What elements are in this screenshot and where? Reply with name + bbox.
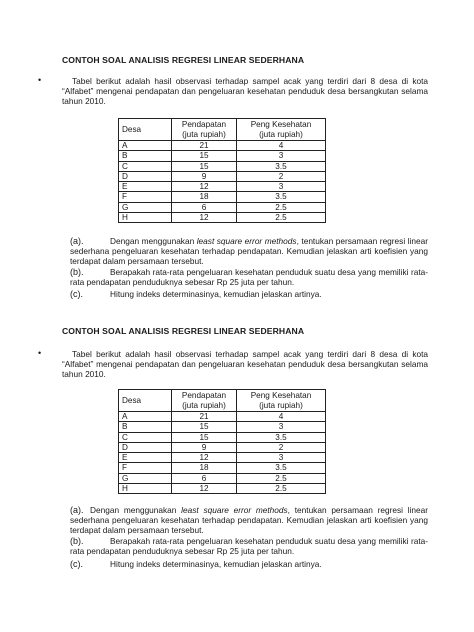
cell-kesehatan: 2.5 (237, 213, 326, 223)
cell-pendapatan: 6 (172, 202, 237, 212)
cell-desa: D (119, 171, 172, 181)
cell-pendapatan: 12 (172, 484, 237, 494)
header-peng-line1: Peng Kesehatan (250, 120, 312, 129)
header-desa: Desa (119, 390, 172, 412)
section-title: CONTOH SOAL ANALISIS REGRESI LINEAR SEDERHANA (62, 55, 305, 65)
cell-pendapatan: 21 (172, 141, 237, 151)
header-desa: Desa (119, 119, 172, 141)
cell-kesehatan: 2.5 (237, 202, 326, 212)
cell-desa: C (119, 161, 172, 171)
header-pendapatan-line1: Pendapatan (181, 120, 227, 129)
cell-desa: A (119, 141, 172, 151)
cell-kesehatan: 4 (237, 141, 326, 151)
table-row (119, 422, 326, 432)
header-peng-line2: (juta rupiah) (259, 129, 303, 139)
header-pendapatan (172, 390, 237, 412)
table-row (119, 473, 326, 483)
cell-pendapatan: 9 (172, 442, 237, 452)
table-row (119, 192, 326, 202)
section-title: CONTOH SOAL ANALISIS REGRESI LINEAR SEDERHANA (62, 326, 305, 336)
intro-text: Tabel berikut adalah hasil observasi terhadap sampel acak yang terdiri dari 8 desa di kota “Alfabet” mengenai pendapatan dan pengeluaran kesehatan penduduk desa bersangkutan selama tahun 2010. (62, 76, 428, 106)
cell-pendapatan: 12 (172, 453, 237, 463)
cell-desa: D (119, 442, 172, 452)
header-peng-kesehatan (237, 390, 326, 412)
bullet-icon: • (38, 75, 42, 85)
cell-desa: H (119, 213, 172, 223)
intro-text: Tabel berikut adalah hasil observasi terhadap sampel acak yang terdiri dari 8 desa di kota “Alfabet” mengenai pendapatan dan pengeluaran kesehatan penduduk desa bersangkutan selama tahun 2010. (62, 349, 428, 379)
cell-pendapatan: 12 (172, 213, 237, 223)
table-row (119, 171, 326, 181)
table-row (119, 432, 326, 442)
question-text (70, 505, 428, 535)
table-row (119, 161, 326, 171)
question-b (70, 536, 428, 556)
table-row (119, 141, 326, 151)
cell-kesehatan: 2 (237, 171, 326, 181)
cell-desa: B (119, 151, 172, 161)
bullet-icon: • (38, 348, 42, 358)
cell-pendapatan: 6 (172, 473, 237, 483)
question-text: Berapakah rata-rata pengeluaran kesehatan penduduk suatu desa yang memiliki rata-rata pendapatan penduduknya sebesar Rp 25 juta per tahun. (70, 536, 428, 556)
cell-desa: E (119, 453, 172, 463)
header-peng-kesehatan (237, 119, 326, 141)
header-pendapatan (172, 119, 237, 141)
question-c (70, 559, 428, 569)
question-label: (b). (70, 536, 84, 546)
table-row (119, 463, 326, 473)
question-text-emphasis: least square error methods (196, 236, 297, 246)
question-label: (a). (70, 505, 84, 515)
question-text-emphasis: least square error methods (181, 505, 288, 515)
cell-desa: E (119, 182, 172, 192)
cell-kesehatan: 3 (237, 422, 326, 432)
cell-pendapatan: 18 (172, 192, 237, 202)
question-text-pre: Dengan menggunakan (90, 505, 182, 515)
question-text-pre: Dengan menggunakan (110, 236, 197, 246)
question-a (70, 505, 428, 535)
data-table (118, 118, 326, 223)
cell-desa: C (119, 432, 172, 442)
cell-kesehatan: 3 (237, 453, 326, 463)
cell-kesehatan: 3.5 (237, 463, 326, 473)
question-label: (b). (70, 267, 84, 277)
question-text: Berapakah rata-rata pengeluaran kesehatan penduduk suatu desa yang memiliki rata-rata pendapatan penduduknya sebesar Rp 25 juta per tahun. (70, 267, 428, 287)
cell-kesehatan: 2 (237, 442, 326, 452)
table-row (119, 213, 326, 223)
table-row (119, 453, 326, 463)
data-table (118, 389, 326, 494)
cell-kesehatan: 4 (237, 412, 326, 422)
question-label: (c). (70, 289, 83, 299)
question-text-post: , tentukan persamaan regresi linear sederhana pengeluaran kesehatan terhadap pendapatan. Kemudian jelaskan arti koefisien yang terdapat dalam persamaan tersebut. (70, 236, 428, 266)
question-c (70, 289, 428, 299)
intro-paragraph (62, 349, 428, 379)
cell-desa: G (119, 202, 172, 212)
question-text: Hitung indeks determinasinya, kemudian jelaskan artinya. (110, 289, 322, 299)
cell-pendapatan: 15 (172, 432, 237, 442)
cell-kesehatan: 3.5 (237, 432, 326, 442)
question-label: (c). (70, 559, 83, 569)
cell-kesehatan: 3 (237, 151, 326, 161)
table-row (119, 442, 326, 452)
cell-desa: F (119, 463, 172, 473)
header-pendapatan-line2: (juta rupiah) (182, 129, 226, 139)
cell-kesehatan: 2.5 (237, 473, 326, 483)
cell-kesehatan: 3.5 (237, 161, 326, 171)
cell-kesehatan: 2.5 (237, 484, 326, 494)
table-header-row (119, 119, 326, 141)
header-pendapatan-line2: (juta rupiah) (182, 400, 226, 410)
cell-pendapatan: 12 (172, 182, 237, 192)
cell-pendapatan: 21 (172, 412, 237, 422)
table-row (119, 412, 326, 422)
cell-desa: G (119, 473, 172, 483)
cell-kesehatan: 3 (237, 182, 326, 192)
cell-pendapatan: 15 (172, 422, 237, 432)
header-peng-line1: Peng Kesehatan (250, 391, 312, 400)
cell-pendapatan: 9 (172, 171, 237, 181)
cell-pendapatan: 15 (172, 151, 237, 161)
cell-desa: F (119, 192, 172, 202)
question-label: (a). (70, 236, 84, 246)
table-row (119, 182, 326, 192)
cell-pendapatan: 18 (172, 463, 237, 473)
cell-desa: H (119, 484, 172, 494)
table-row (119, 484, 326, 494)
cell-desa: B (119, 422, 172, 432)
table-row (119, 202, 326, 212)
table-header-row (119, 390, 326, 412)
question-b (70, 267, 428, 287)
question-text-post: , tentukan persamaan regresi linear sederhana pengeluaran kesehatan terhadap pendapatan. Kemudian jelaskan arti koefisien yang terdapat dalam persamaan tersebut. (70, 505, 428, 535)
intro-paragraph (62, 76, 428, 106)
question-a (70, 236, 428, 266)
table-row (119, 151, 326, 161)
header-pendapatan-line1: Pendapatan (181, 391, 227, 400)
cell-desa: A (119, 412, 172, 422)
question-text (70, 236, 428, 266)
cell-pendapatan: 15 (172, 161, 237, 171)
question-text: Hitung indeks determinasinya, kemudian jelaskan artinya. (110, 559, 322, 569)
cell-kesehatan: 3.5 (237, 192, 326, 202)
header-peng-line2: (juta rupiah) (259, 400, 303, 410)
